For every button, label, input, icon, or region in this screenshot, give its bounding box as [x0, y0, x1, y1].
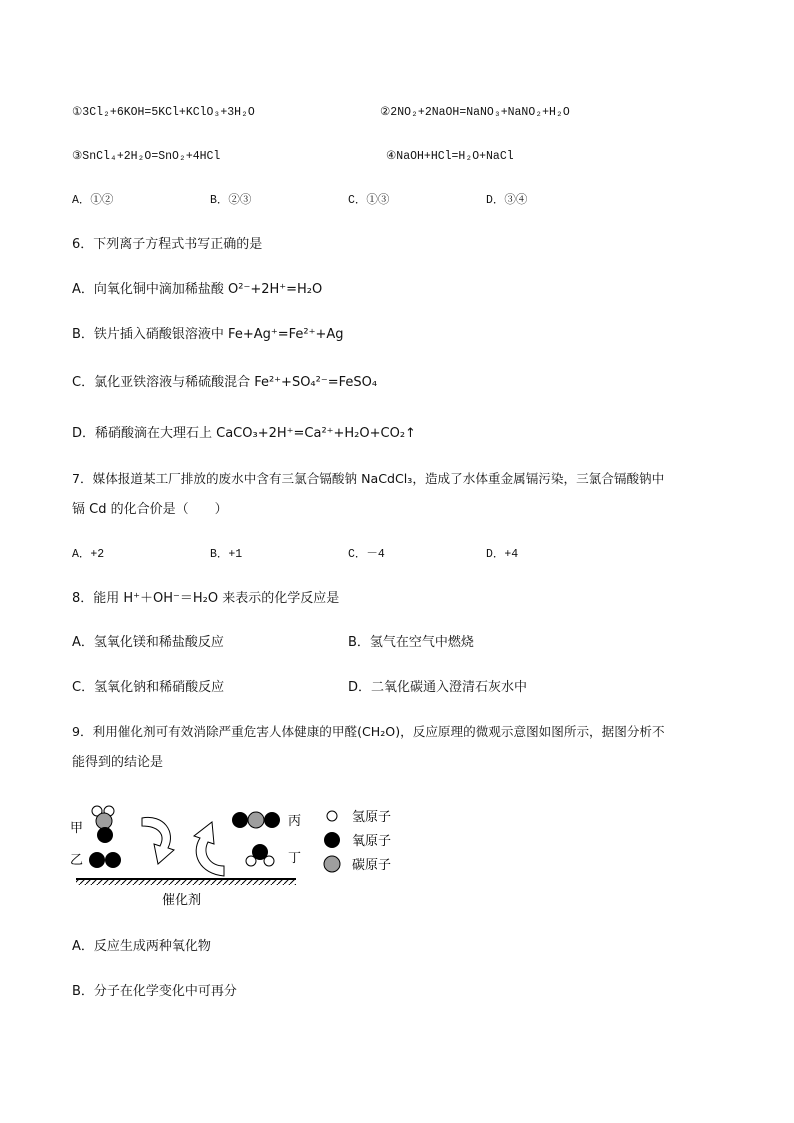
q9-option-a: A．反应生成两种氧化物 [72, 939, 211, 954]
label-yi: 乙 [70, 853, 84, 868]
q5-option-a: A．①② [72, 194, 114, 207]
q8-option-d: D．二氧化碳通入澄清石灰水中 [348, 680, 528, 695]
label-jia: 甲 [70, 821, 84, 836]
oxygen-atom [232, 812, 248, 828]
q7-option-a: A．+2 [72, 548, 105, 561]
q8-option-b: B．氢气在空气中燃烧 [348, 635, 474, 650]
q6-stem: 6．下列离子方程式书写正确的是 [72, 237, 263, 252]
q7-option-d: D．+4 [486, 548, 519, 561]
q9-stem-line2: 能得到的结论是 [72, 755, 164, 770]
q7-stem-line2: 镉 Cd 的化合价是（ ） [72, 502, 228, 517]
legend-hydrogen-icon [327, 811, 337, 821]
equation-3: ③SnCl₄+2H₂O=SnO₂+4HCl [72, 150, 221, 163]
q7-option-b: B．+1 [210, 548, 243, 561]
catalyst-hatch [76, 880, 296, 885]
oxygen-atom [264, 812, 280, 828]
equation-4: ④NaOH+HCl=H₂O+NaCl [386, 150, 514, 163]
reaction-diagram [68, 800, 408, 912]
legend-oxygen-icon [324, 832, 340, 848]
q6-option-d: D．稀硝酸滴在大理石上 CaCO₃+2H⁺=Ca²⁺+H₂O+CO₂↑ [72, 426, 416, 441]
q5-option-b: B．②③ [210, 194, 252, 207]
equation-1: ①3Cl₂+6KOH=5KCl+KClO₃+3H₂O [72, 106, 255, 119]
equation-2: ②2NO₂+2NaOH=NaNO₃+NaNO₂+H₂O [380, 106, 570, 119]
q6-option-c: C．氯化亚铁溶液与稀硫酸混合 Fe²⁺+SO₄²⁻=FeSO₄ [72, 375, 378, 390]
legend-carbon-icon [324, 856, 340, 872]
curved-arrow-down [142, 817, 174, 864]
oxygen-atom [105, 852, 121, 868]
oxygen-atom [89, 852, 105, 868]
q6-option-a: A．向氧化铜中滴加稀盐酸 O²⁻+2H⁺=H₂O [72, 282, 323, 297]
legend-oxygen-label: 氧原子 [352, 834, 392, 849]
legend-hydrogen-label: 氢原子 [352, 810, 392, 825]
carbon-atom [248, 812, 264, 828]
q7-option-c: C．－4 [348, 548, 385, 561]
q8-stem: 8．能用 H⁺＋OH⁻＝H₂O 来表示的化学反应是 [72, 591, 340, 606]
hydrogen-atom [264, 856, 274, 866]
label-bing: 丙 [288, 814, 302, 829]
q6-option-b: B．铁片插入硝酸银溶液中 Fe+Ag⁺=Fe²⁺+Ag [72, 327, 344, 342]
curved-arrow-up [194, 822, 224, 876]
q5-option-d: D．③④ [486, 194, 528, 207]
q8-option-c: C．氢氧化钠和稀硝酸反应 [72, 680, 225, 695]
carbon-atom [96, 813, 112, 829]
q5-option-c: C．①③ [348, 194, 390, 207]
q9-stem-line1: 9．利用催化剂可有效消除严重危害人体健康的甲醛(CH₂O)，反应原理的微观示意图如图所示，据图分析不 [72, 724, 665, 739]
q7-stem-line1: 7．媒体报道某工厂排放的废水中含有三氯合镉酸钠 NaCdCl₃，造成了水体重金属镉污染，三氯合镉酸钠中 [72, 471, 665, 486]
catalyst-label: 催化剂 [162, 893, 202, 908]
legend-carbon-label: 碳原子 [352, 858, 392, 873]
q8-option-a: A．氢氧化镁和稀盐酸反应 [72, 635, 224, 650]
oxygen-atom [97, 827, 113, 843]
label-ding: 丁 [288, 851, 302, 866]
hydrogen-atom [246, 856, 256, 866]
q9-option-b: B．分子在化学变化中可再分 [72, 984, 237, 999]
